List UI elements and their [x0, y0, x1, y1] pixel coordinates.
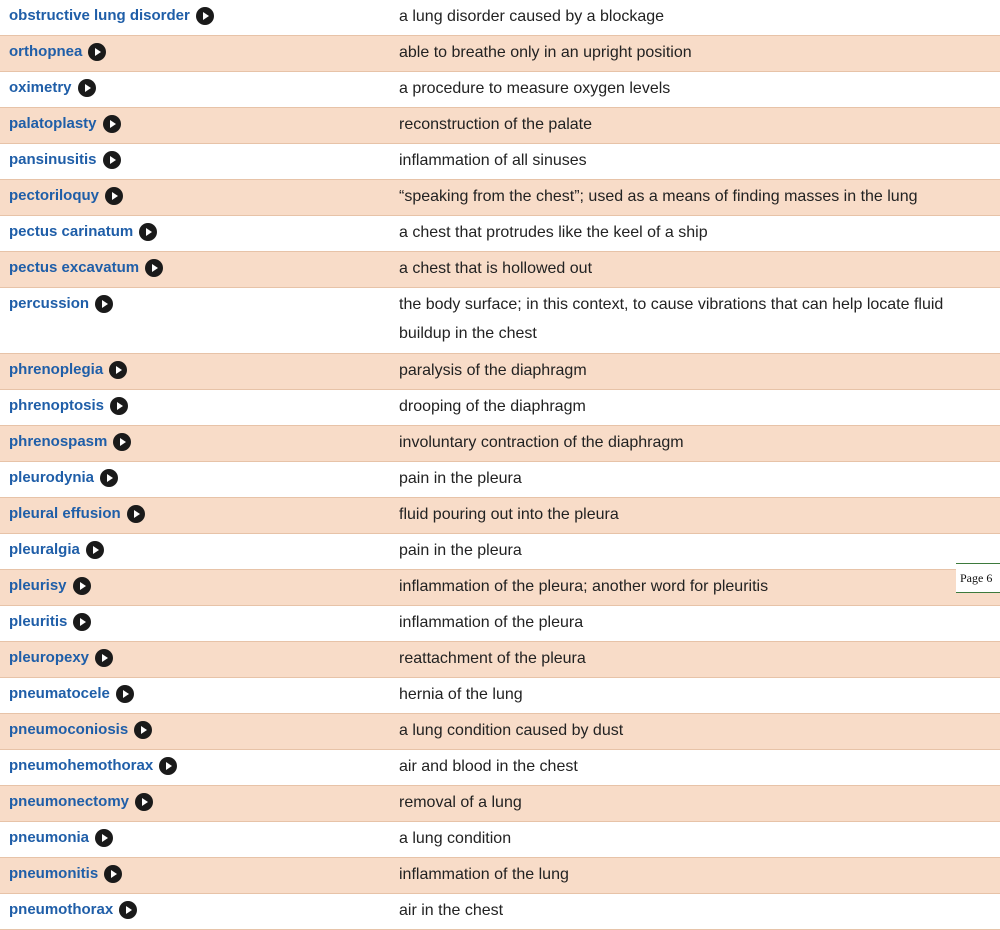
table-row: [0, 534, 1000, 570]
play-circle-icon[interactable]: [78, 79, 96, 97]
play-circle-icon[interactable]: [100, 469, 118, 487]
term-cell: [0, 498, 390, 524]
definition-cell: air and blood in the chest: [399, 758, 578, 775]
term-label: pneumatocele: [9, 685, 110, 702]
definition-cell: pain in the pleura: [399, 542, 522, 559]
table-row: [0, 750, 1000, 786]
term-label: phrenoptosis: [9, 397, 105, 414]
term-cell: [0, 0, 390, 26]
table-row: [0, 678, 1000, 714]
term-label: oximetry: [9, 79, 72, 96]
play-circle-icon[interactable]: [86, 541, 104, 559]
table-row: [0, 180, 1000, 216]
play-circle-icon[interactable]: [139, 223, 157, 241]
term-label: pectus excavatum: [9, 259, 140, 276]
term-cell: [0, 144, 390, 170]
table-row: [0, 786, 1000, 822]
term-label: orthopnea: [9, 43, 83, 60]
term-label: pectus carinatum: [9, 223, 134, 240]
term-cell: [0, 252, 390, 278]
definition-cell: inflammation of all sinuses: [399, 152, 587, 169]
term-cell: [0, 786, 390, 812]
term-label: pleuropexy: [9, 649, 90, 666]
term-label: pneumonitis: [9, 865, 99, 882]
term-label: pneumothorax: [9, 901, 114, 918]
table-row: [0, 36, 1000, 72]
term-label: palatoplasty: [9, 115, 97, 132]
page-marker: Page 6: [956, 563, 1000, 593]
play-circle-icon[interactable]: [95, 649, 113, 667]
table-row: [0, 0, 1000, 36]
term-label: pleuralgia: [9, 541, 80, 558]
table-row: [0, 72, 1000, 108]
play-circle-icon[interactable]: [116, 685, 134, 703]
play-circle-icon[interactable]: [127, 505, 145, 523]
table-row: [0, 498, 1000, 534]
term-label: percussion: [9, 295, 90, 312]
play-circle-icon[interactable]: [134, 721, 152, 739]
definition-cell: a chest that is hollowed out: [399, 260, 593, 277]
play-circle-icon[interactable]: [105, 187, 123, 205]
term-cell: [0, 894, 390, 920]
table-row: [0, 426, 1000, 462]
term-cell: [0, 108, 390, 134]
definition-cell: “speaking from the chest”; used as a means of finding masses in the lung: [399, 188, 918, 205]
table-row: [0, 462, 1000, 498]
play-circle-icon[interactable]: [110, 397, 128, 415]
table-row: [0, 354, 1000, 390]
term-label: pansinusitis: [9, 151, 97, 168]
definition-cell: the body surface; in this context, to cause vibrations that can help locate fluid buildup in the chest: [399, 296, 944, 342]
term-label: pneumonectomy: [9, 793, 130, 810]
definition-cell: a lung disorder caused by a blockage: [399, 8, 665, 25]
definition-cell: fluid pouring out into the pleura: [399, 506, 619, 523]
definition-cell: reattachment of the pleura: [399, 650, 586, 667]
play-circle-icon[interactable]: [103, 151, 121, 169]
definition-cell: hernia of the lung: [399, 686, 523, 703]
table-row: [0, 144, 1000, 180]
play-circle-icon[interactable]: [95, 829, 113, 847]
definition-cell: reconstruction of the palate: [399, 116, 593, 133]
table-row: [0, 894, 1000, 930]
definition-cell: drooping of the diaphragm: [399, 398, 586, 415]
term-cell: [0, 822, 390, 848]
table-row: [0, 108, 1000, 144]
term-label: pneumohemothorax: [9, 757, 154, 774]
term-label: pleuritis: [9, 613, 68, 630]
term-cell: [0, 288, 390, 314]
term-label: pleurisy: [9, 577, 67, 594]
term-label: pectoriloquy: [9, 187, 100, 204]
table-row: [0, 252, 1000, 288]
definition-cell: pain in the pleura: [399, 470, 522, 487]
term-cell: [0, 426, 390, 452]
term-cell: [0, 606, 390, 632]
table-row: [0, 822, 1000, 858]
definition-cell: able to breathe only in an upright position: [399, 44, 692, 61]
definition-cell: a lung condition caused by dust: [399, 722, 624, 739]
table-row: [0, 390, 1000, 426]
term-cell: [0, 72, 390, 98]
play-circle-icon[interactable]: [119, 901, 137, 919]
term-cell: [0, 390, 390, 416]
play-circle-icon[interactable]: [73, 613, 91, 631]
definition-cell: involuntary contraction of the diaphragm: [399, 434, 684, 451]
term-cell: [0, 642, 390, 668]
definition-cell: inflammation of the lung: [399, 866, 569, 883]
play-circle-icon[interactable]: [135, 793, 153, 811]
table-row: [0, 216, 1000, 252]
definition-cell: inflammation of the pleura: [399, 614, 584, 631]
play-circle-icon[interactable]: [145, 259, 163, 277]
play-circle-icon[interactable]: [104, 865, 122, 883]
table-row: [0, 714, 1000, 750]
term-label: pneumoconiosis: [9, 721, 129, 738]
table-row: [0, 570, 1000, 606]
term-cell: [0, 534, 390, 560]
table-row: [0, 606, 1000, 642]
definition-cell: a lung condition: [399, 830, 512, 847]
definition-cell: a chest that protrudes like the keel of a ship: [399, 224, 708, 241]
term-label: phrenospasm: [9, 433, 108, 450]
term-cell: [0, 180, 390, 206]
play-circle-icon[interactable]: [73, 577, 91, 595]
term-label: phrenoplegia: [9, 361, 104, 378]
play-circle-icon[interactable]: [88, 43, 106, 61]
term-cell: [0, 714, 390, 740]
definition-cell: inflammation of the pleura; another word for pleuritis: [399, 578, 769, 595]
table-row: [0, 858, 1000, 894]
term-cell: [0, 678, 390, 704]
table-row: [0, 642, 1000, 678]
definition-cell: removal of a lung: [399, 794, 522, 811]
play-circle-icon[interactable]: [196, 7, 214, 25]
term-cell: [0, 750, 390, 776]
play-circle-icon[interactable]: [95, 295, 113, 313]
term-cell: [0, 36, 390, 62]
term-label: pleurodynia: [9, 469, 95, 486]
term-cell: [0, 570, 390, 596]
term-cell: [0, 462, 390, 488]
play-circle-icon[interactable]: [109, 361, 127, 379]
term-cell: [0, 858, 390, 884]
table-row: [0, 288, 1000, 354]
term-cell: [0, 354, 390, 380]
definition-cell: air in the chest: [399, 902, 504, 919]
term-label: pleural effusion: [9, 505, 121, 522]
term-label: obstructive lung disorder: [9, 7, 190, 24]
definition-cell: paralysis of the diaphragm: [399, 362, 587, 379]
term-cell: [0, 216, 390, 242]
term-label: pneumonia: [9, 829, 90, 846]
definition-cell: a procedure to measure oxygen levels: [399, 80, 671, 97]
play-circle-icon[interactable]: [113, 433, 131, 451]
play-circle-icon[interactable]: [159, 757, 177, 775]
play-circle-icon[interactable]: [103, 115, 121, 133]
